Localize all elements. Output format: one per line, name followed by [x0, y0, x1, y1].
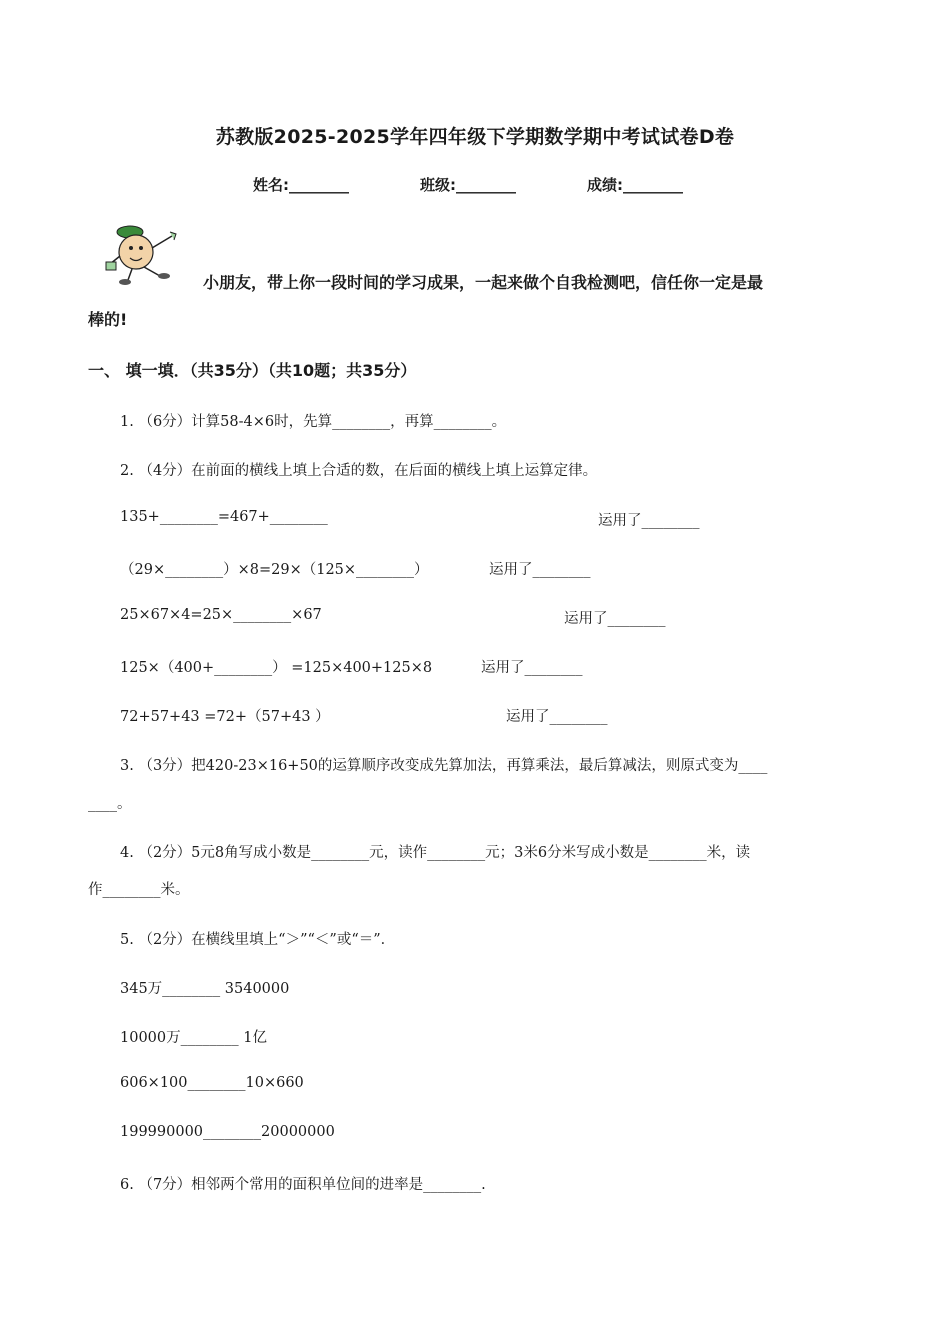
- question-2-law: 运用了________: [481, 660, 583, 676]
- question-2-expression: 125×（400+________） =125×400+125×8: [120, 660, 433, 676]
- score-field-label: 成绩:________: [587, 176, 683, 194]
- intro-text-line1: 小朋友，带上你一段时间的学习成果，一起来做个自我检测吧，信任你一定是最: [203, 273, 764, 292]
- question-2: 2. （4分）在前面的横线上填上合适的数，在后面的横线上填上运算定律。: [120, 463, 598, 479]
- name-field-label: 姓名:________: [253, 176, 349, 194]
- question-4-continued: 作________米。: [88, 882, 190, 898]
- question-1: 1. （6分）计算58-4×6时，先算________，再算________。: [120, 414, 507, 430]
- page-title: 苏教版2025-2025学年四年级下学期数学期中考试试卷D卷: [215, 126, 735, 148]
- question-2-law: 运用了________: [489, 562, 591, 578]
- question-3: 3. （3分）把420-23×16+50的运算顺序改变成先算加法，再算乘法，最后算减法，则原式变为____: [120, 758, 768, 774]
- section-heading: 一、 填一填．（共35分）（共10题；共35分）: [88, 361, 417, 380]
- question-5-row: 345万________ 3540000: [120, 981, 290, 997]
- question-5-row: 10000万________ 1亿: [120, 1030, 267, 1046]
- class-field-label: 班级:________: [420, 176, 516, 194]
- mascot-illustration: [104, 218, 188, 288]
- question-5: 5. （2分）在横线里填上“＞”“＜”或“＝”．: [120, 932, 396, 948]
- question-2-expression: 25×67×4=25×________×67: [120, 607, 322, 623]
- question-2-expression: 135+________=467+________: [120, 509, 328, 525]
- question-3-continued: ____。: [88, 796, 132, 812]
- question-6: 6. （7分）相邻两个常用的面积单位间的进率是________.: [120, 1177, 486, 1193]
- question-4: 4. （2分）5元8角写成小数是________元，读作________元；3米6分米写成小数是________米，读: [120, 845, 751, 861]
- question-5-row: 199990000________20000000: [120, 1124, 335, 1140]
- question-5-row: 606×100________10×660: [120, 1075, 304, 1091]
- question-2-law: 运用了________: [564, 611, 666, 627]
- question-2-expression: 72+57+43 =72+（57+43 ）: [120, 709, 330, 725]
- question-2-law: 运用了________: [506, 709, 608, 725]
- question-2-expression: （29×________）×8=29×（125×________）: [120, 562, 429, 578]
- question-2-law: 运用了________: [598, 513, 700, 529]
- intro-text-line2: 棒的!: [88, 310, 128, 329]
